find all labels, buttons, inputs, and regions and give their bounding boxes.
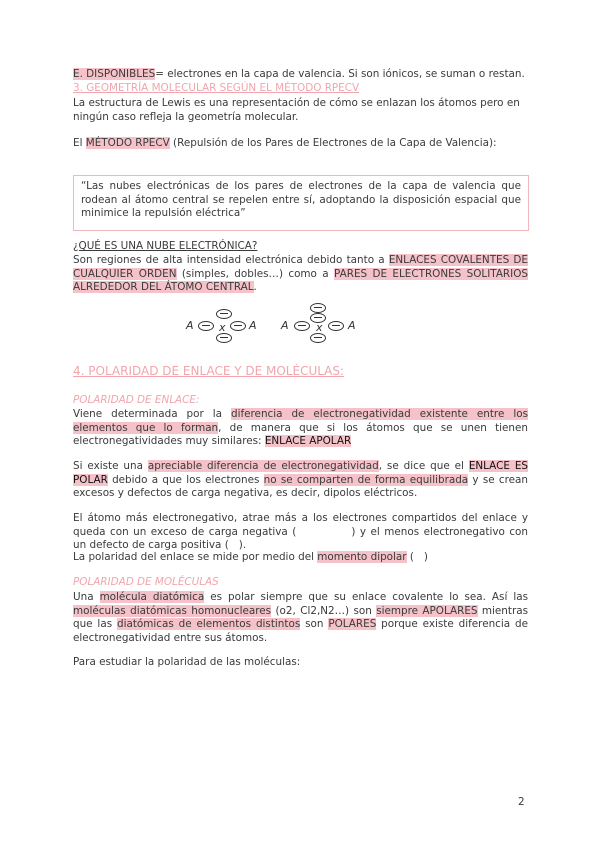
text: ) [423, 551, 428, 563]
electron-cloud-icon [216, 333, 232, 343]
electron-cloud-icon [310, 333, 326, 343]
text: La polaridad del enlace se mide por medio del [73, 551, 318, 563]
electron-cloud-diagram [186, 305, 366, 345]
nube-electronica-heading: ¿QUÉ ES UNA NUBE ELECTRÓNICA? [73, 240, 258, 252]
electron-cloud-icon [198, 321, 214, 331]
electron-cloud-icon [230, 321, 246, 331]
highlight: E. DISPONIBLES [73, 68, 156, 80]
section-3-title: 3. GEOMETRÍA MOLECULAR SEGÚN EL MÉTODO RPECV [73, 82, 360, 94]
central-atom-label: x [219, 321, 226, 334]
text: y se crean excesos y defectos de carga negativa, es decir, dipolos eléctricos. [73, 473, 529, 500]
highlight: diferencia de electronegatividad existente entre los elementos que lo forman [73, 408, 528, 434]
atom-label: A [281, 319, 289, 332]
highlight: apreciable diferencia de electronegatividad [147, 460, 379, 472]
text: Si existe una [73, 460, 148, 472]
rpecv-quote-box: “Las nubes electrónicas de los pares de electrones de la capa de valencia que rodean al átomo central se repelen entre sí, adoptando la disposición espacial que minimice la repulsión eléctrica” [73, 175, 529, 231]
polaridad-moleculas-paragraph [73, 591, 528, 645]
text: porque existe diferencia de electronegatividad entre sus átomos. [73, 618, 528, 644]
highlight: MÉTODO RPECV [85, 137, 170, 149]
electronegativo-paragraph [73, 512, 528, 553]
highlight: siempre APOLARES [376, 604, 478, 617]
highlight: moléculas diatómicas homonucleares [73, 604, 272, 617]
estudiar-polaridad-line: Para estudiar la polaridad de las moléculas: [73, 656, 301, 668]
central-atom-label: x [316, 321, 323, 334]
text: (simples, dobles…) como a [176, 267, 335, 280]
text: , de manera que si los átomos que se unen tienen electronegatividades muy similares: [73, 421, 528, 448]
polaridad-enlace-heading: POLARIDAD DE ENLACE: [73, 394, 200, 406]
text: El [73, 137, 86, 149]
text: , se dice que el [378, 460, 469, 472]
enlace-polar-paragraph [73, 460, 528, 501]
highlight: ENLACE ES POLAR [73, 460, 528, 486]
nube-paragraph [73, 254, 528, 295]
atom-label: A [348, 319, 356, 332]
text: Son regiones de alta intensidad electrónica debido tanto a [73, 254, 389, 266]
highlight: momento dipolar [317, 551, 407, 563]
highlight: no se comparten de forma equilibrada [263, 473, 469, 486]
polaridad-enlace-paragraph [73, 408, 528, 449]
text: ( [406, 551, 414, 563]
electron-cloud-icon [310, 303, 326, 313]
text: mientras que las [73, 604, 529, 631]
atom-label: A [249, 319, 257, 332]
text: ). [238, 539, 247, 552]
text: Viene determinada por la [73, 408, 231, 420]
lewis-paragraph: La estructura de Lewis es una representación de cómo se enlazan los átomos pero en ningún caso refleja la geometría molecular. [73, 97, 520, 123]
electrones-disponibles-line [73, 68, 528, 82]
highlight: ENLACES COVALENTES DE CUALQUIER ORDEN [73, 254, 528, 280]
highlight: diatómicas de elementos distintos [116, 618, 301, 631]
electron-cloud-icon [216, 309, 232, 319]
highlight: molécula diatómica [99, 591, 205, 603]
section-4-title: 4. POLARIDAD DE ENLACE Y DE MOLÉCULAS: [73, 364, 345, 378]
atom-label: A [186, 319, 194, 332]
text: debido a que los electrones [107, 473, 264, 486]
momento-dipolar-line [73, 551, 528, 565]
polaridad-moleculas-heading: POLARIDAD DE MOLÉCULAS [73, 576, 219, 588]
rpecv-paragraph [73, 137, 528, 151]
text: es polar siempre que su enlace covalente lo sea. Así las [204, 591, 528, 603]
text: . [253, 281, 257, 294]
text: Una [73, 591, 100, 603]
electron-cloud-icon [328, 321, 344, 331]
highlight: ENLACE APOLAR [264, 435, 352, 448]
highlight: POLARES [328, 618, 377, 631]
text: ) y el menos electronegativo con un defecto de carga positiva ( [73, 525, 528, 552]
electron-cloud-icon [294, 321, 310, 331]
text: (Repulsión de los Pares de Electrones de la Capa de Valencia): [169, 137, 497, 149]
text: (o2, Cl2,N2…) son [271, 604, 377, 617]
text: El átomo más electronegativo, atrae más a los electrones compartidos del enlace y queda con un exceso de carga negativa ( [73, 512, 528, 538]
highlight: PARES DE ELECTRONES SOLITARIOS ALREDEDOR DEL ÁTOMO CENTRAL [73, 267, 528, 294]
page-number: 2 [518, 796, 525, 808]
text: son [300, 618, 329, 631]
text: = electrones en la capa de valencia. Si son iónicos, se suman o restan. [155, 68, 525, 80]
